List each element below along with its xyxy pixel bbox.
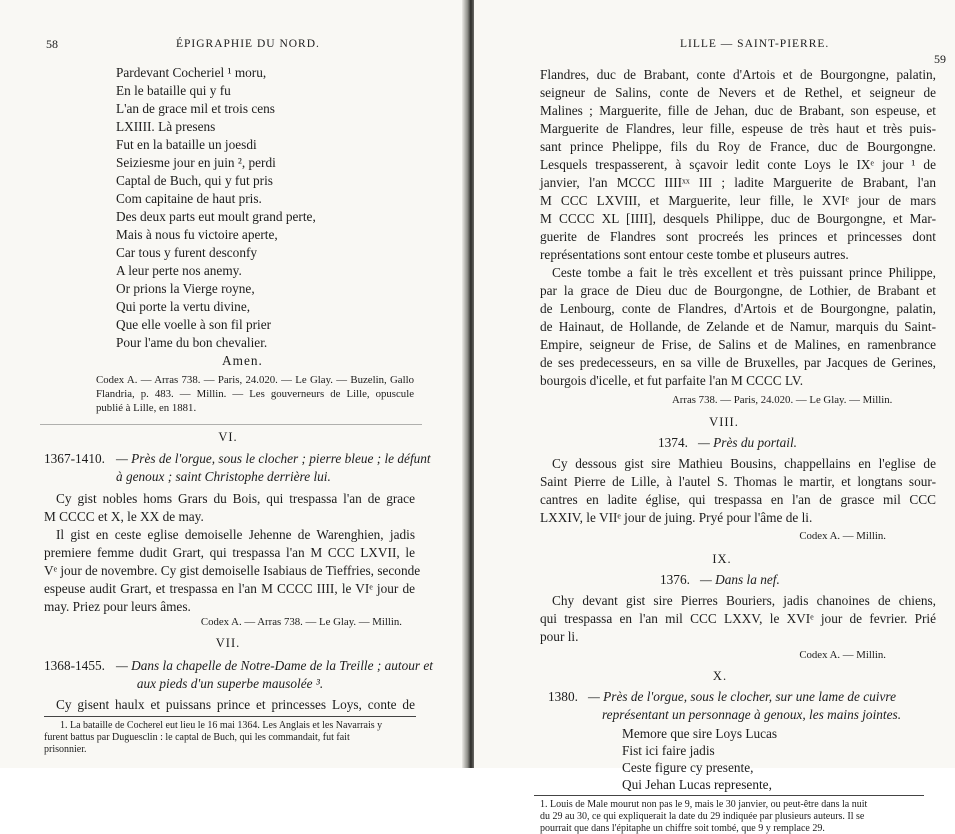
paragraph-line: Lesquels trespasserent, à sçavoir ledit conte Loys le IXᵉ jour ¹ de bbox=[540, 157, 936, 172]
source-line: Arras 738. — Paris, 24.020. — Le Glay. — Millin. bbox=[672, 394, 893, 406]
paragraph-line: pour li. bbox=[540, 629, 579, 644]
right-page bbox=[474, 0, 955, 834]
paragraph-line: Il gist en ceste eglise demoiselle Jehenne de Warenghien, jadis bbox=[56, 527, 415, 542]
footnote-line: prisonnier. bbox=[44, 744, 87, 755]
poem-line: Or prions la Vierge royne, bbox=[116, 281, 255, 296]
paragraph-line: Empire, seigneur de Frise, de Salins et de Malines, en ramenbrance bbox=[540, 337, 936, 352]
entry-heading: — Près du portail. bbox=[698, 435, 797, 450]
section-number: VIII. bbox=[709, 415, 739, 429]
paragraph-line: M CCCC XL [IIII], desquels Philippe, duc de Bourgongne, et Mar- bbox=[540, 211, 936, 226]
paragraph-line: représentations sont entour ceste tombe et pluseurs autres. bbox=[540, 247, 849, 262]
poem-line: L'an de grace mil et trois cens bbox=[116, 101, 275, 116]
paragraph-line: premiere femme dudit Grart, qui trespassa l'an M CCC LXVII, le bbox=[44, 545, 415, 560]
page-number: 58 bbox=[46, 37, 58, 51]
poem-line: Qui Jehan Lucas represente, bbox=[622, 777, 772, 792]
paragraph-line: sant prince Phelippe, fils du Roy de France, duc de Bourgongne. bbox=[540, 139, 936, 154]
entry-heading: — Dans la chapelle de Notre-Dame de la Treille ; autour et bbox=[116, 658, 433, 673]
entry-heading: — Près de l'orgue, sous le clocher ; pierre bleue ; le défunt bbox=[116, 451, 431, 466]
entry-date: 1380. bbox=[548, 689, 578, 704]
entry-date: 1376. bbox=[660, 572, 690, 587]
source-line: publié à Lille, en 1881. bbox=[96, 402, 197, 414]
paragraph-line: Malines ; Marguerite, fille de Jehan, duc de Brabant, son espeuse, et bbox=[540, 103, 936, 118]
paragraph-line: M CCCC et X, le XX de may. bbox=[44, 509, 204, 524]
running-head: LILLE — SAINT-PIERRE. bbox=[680, 38, 830, 50]
section-number: IX. bbox=[712, 552, 732, 566]
poem-line: Pour l'ame du bon chevalier. bbox=[116, 335, 268, 350]
poem-line: Memore que sire Loys Lucas bbox=[622, 726, 778, 741]
footnote-line: 1. La bataille de Cocherel eut lieu le 16 mai 1364. Les Anglais et les Navarrais y bbox=[60, 720, 383, 731]
poem-amen: Amen. bbox=[222, 353, 263, 368]
paragraph-line: guerite de Flandres sont procreés les princes et princesses dont bbox=[540, 229, 936, 244]
paragraph-line: Saint Pierre de Lille, à l'autel S. Thomas le martir, et longtans sour- bbox=[540, 474, 936, 489]
poem-line: Com capitaine de haut pris. bbox=[116, 191, 262, 206]
paragraph-line: Marguerite de Flandres, leur fille, espeuse de très haut et très puis- bbox=[540, 121, 936, 136]
section-number: VII. bbox=[215, 636, 241, 650]
running-head: ÉPIGRAPHIE DU NORD. bbox=[176, 38, 320, 50]
paragraph-line: Vᵉ jour de novembre. Cy gist demoiselle Isabiaus de Tieffries, seconde bbox=[44, 563, 421, 578]
paragraph-line: LXXIV, le VIIᵉ jour de juing. Pryé pour l'âme de li. bbox=[540, 510, 813, 525]
paragraph-line: Cy gisent haulx et puissans prince et princesses Loys, conte de bbox=[56, 697, 415, 712]
footnote-line: pourrait que dans l'épitaphe un chiffre soit tombé, que 9 y remplace 29. bbox=[540, 823, 825, 834]
poem-line: Qui porte la vertu divine, bbox=[116, 299, 251, 314]
footnote-rule bbox=[534, 795, 924, 796]
footnote-line: furent battus par Duguesclin : le captal de Buch, qui les commandait, fut fait bbox=[44, 732, 350, 743]
source-line: Codex A. — Millin. bbox=[799, 649, 886, 661]
poem-line: Des deux parts eut moult grand perte, bbox=[116, 209, 316, 224]
poem-line: Fist ici faire jadis bbox=[622, 743, 715, 758]
entry-heading: à genoux ; saint Christophe derrière lui. bbox=[116, 469, 331, 484]
poem-line: Que elle voelle à son fil prier bbox=[116, 317, 272, 332]
poem-line: Ceste figure cy presente, bbox=[622, 760, 754, 775]
entry-dates: 1368-1455. bbox=[44, 658, 105, 673]
paragraph-line: Flandres, duc de Brabant, conte d'Artois et de Bourgongne, palatin, bbox=[540, 67, 936, 82]
poem-line: Mais à nous fu victoire aperte, bbox=[116, 227, 278, 242]
poem-line: Captal de Buch, qui y fut pris bbox=[116, 173, 273, 188]
paragraph-line: M CCC LXVIII, et Marguerite, leur fille, le XVIᵉ jour de mars bbox=[540, 193, 936, 208]
section-number: VI. bbox=[218, 430, 238, 444]
entry-heading: — Dans la nef. bbox=[700, 572, 780, 587]
source-line: Codex A. — Arras 738. — Le Glay. — Millin. bbox=[200, 616, 402, 628]
section-number: X. bbox=[712, 669, 728, 683]
entry-heading: — Près de l'orgue, sous le clocher, sur une lame de cuivre bbox=[588, 689, 896, 704]
entry-dates: 1367-1410. bbox=[44, 451, 105, 466]
paragraph-line: Ceste tombe a fait le très excellent et très puissant prince Philippe, bbox=[552, 265, 936, 280]
source-line: Flandria, p. 483. — Millin. — Les gouverneurs de Lille, opuscule bbox=[96, 388, 414, 400]
section-divider bbox=[40, 424, 422, 425]
paragraph-line: may. Priez pour leurs âmes. bbox=[44, 599, 191, 614]
paragraph-line: janvier, l'an MCCC IIIIˣˣ III ; ladite Marguerite de Brabant, l'an bbox=[540, 175, 936, 190]
poem-line: A leur perte nos anemy. bbox=[116, 263, 242, 278]
paragraph-line: par la grace de Dieu duc de Bourgongne, de Lothier, de Brabant et bbox=[540, 283, 936, 298]
poem-line: LXIIII. Là presens bbox=[116, 119, 216, 134]
poem-line: Fut en la bataille un joesdi bbox=[116, 137, 257, 152]
source-line: Codex A. — Millin. bbox=[799, 530, 886, 542]
paragraph-line: Chy devant gist sire Pierres Bouriers, jadis chanoines de chiens, bbox=[552, 593, 936, 608]
source-line: Codex A. — Arras 738. — Paris, 24.020. — Le Glay. — Buzelin, Gallo bbox=[96, 374, 414, 386]
page-number: 59 bbox=[934, 52, 946, 66]
paragraph-line: Cy dessous gist sire Mathieu Bousins, chappellains en l'eglise de bbox=[552, 456, 936, 471]
paragraph-line: seigneur de Salins, conte de Nevers et de Rethel, et seigneur de bbox=[540, 85, 936, 100]
poem-line: Seiziesme jour en juin ², perdi bbox=[116, 155, 276, 170]
paragraph-line: de ses predecesseurs, en sa ville de Bruxelles, par Jacques de Gerines, bbox=[540, 355, 936, 370]
poem-line: En le bataille qui y fu bbox=[116, 83, 231, 98]
poem-line: Pardevant Cocheriel ¹ moru, bbox=[116, 65, 267, 80]
poem-line: Car tous y furent desconfy bbox=[116, 245, 258, 260]
footnote-line: du 29 au 30, ce qui expliquerait la date du 29 indiquée par plusieurs auteurs. Il se bbox=[540, 811, 865, 822]
paragraph-line: de Lenbourg, conte de Flandres, d'Artois et de Bourgongne, palatin, bbox=[540, 301, 936, 316]
paragraph-line: qui trespassa en l'an mil CCC LXXV, le XVIᵉ jour de fevrier. Prié bbox=[540, 611, 936, 626]
entry-heading: représentant un personnage à genoux, les mains jointes. bbox=[602, 707, 902, 722]
footnote-line: 1. Louis de Male mourut non pas le 9, mais le 30 janvier, ou peut-être dans la nuit bbox=[540, 799, 868, 810]
entry-heading: aux pieds d'un superbe mausolée ³. bbox=[136, 676, 324, 691]
paragraph-line: bourgois d'icelle, et fut parfaite l'an M CCCC LV. bbox=[540, 373, 804, 388]
entry-date: 1374. bbox=[658, 435, 688, 450]
paragraph-line: espeuse audit Grart, et trespassa en l'an M CCCC IIII, le VIᵉ jour de bbox=[44, 581, 415, 596]
paragraph-line: Cy gist nobles homs Grars du Bois, qui trespassa l'an de grace bbox=[56, 491, 415, 506]
footnote-rule bbox=[44, 716, 416, 717]
left-page bbox=[0, 0, 468, 768]
paragraph-line: de Hainaut, de Hollande, de Zelande et de Namur, marquis du Saint- bbox=[540, 319, 936, 334]
paragraph-line: cantres en ladite église, qui trespassa en l'an de grasce mil CCC bbox=[540, 492, 936, 507]
